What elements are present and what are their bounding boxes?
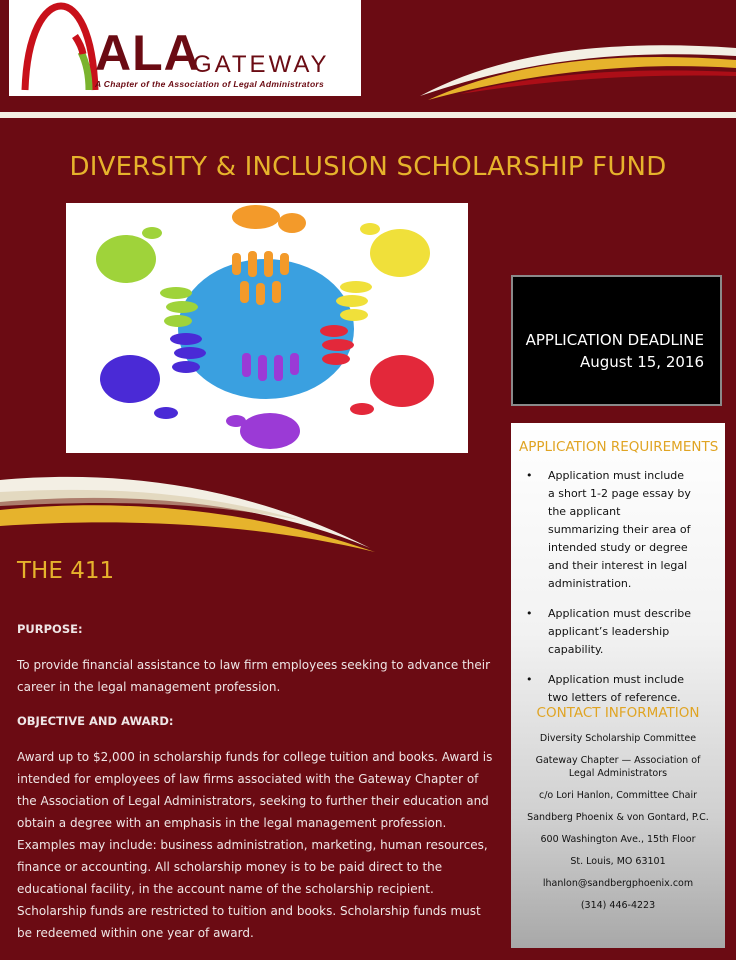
- contact-committee: Diversity Scholarship Committee: [539, 733, 697, 744]
- top-swoosh-decoration: [420, 38, 736, 110]
- arch-logo-icon: [19, 2, 99, 92]
- deadline-label: APPLICATION DEADLINE: [525, 331, 704, 349]
- deadline-date: August 15, 2016: [579, 353, 704, 371]
- logo: [9, 0, 361, 96]
- requirement-text: Application must include two letters of reference.: [548, 673, 685, 704]
- requirements-title: APPLICATION REQUIREMENTS: [519, 439, 719, 455]
- contact-lines: [511, 732, 725, 921]
- section-heading: THE 411: [17, 558, 115, 584]
- top-divider: [0, 112, 736, 118]
- purpose-text: To provide financial assistance to law firm employees seeking to advance their career in the legal management profession.: [17, 658, 491, 694]
- requirements-sidebar: [511, 423, 725, 948]
- bullet-icon: •: [526, 673, 533, 686]
- logo-tagline: A Chapter of the Association of Legal Administrators: [95, 79, 325, 89]
- logo-ala-text: ALA: [95, 25, 201, 81]
- objective-label: OBJECTIVE AND AWARD:: [17, 714, 174, 728]
- logo-gateway-text: GATEWAY: [193, 51, 330, 78]
- list-item: [511, 671, 693, 707]
- middle-swoosh-decoration: [0, 462, 380, 554]
- objective-text: Award up to $2,000 in scholarship funds for college tuition and books. Award is intended for employees of law firms associated with the Gateway Chapter of the Association of Legal Administrators, seeking to further their education and obtain a degree with an emphasis in the legal management profession. Examples may include: business administration, marketing, human resources, finance or accounting. All scholarship money is to be paid direct to the educational facility, in the account name of the scholarship recipient. Scholarship funds are restricted to tuition and books. Scholarship funds must be redeemed within one year of award.: [17, 750, 493, 940]
- contact-street: 600 Washington Ave., 15th Floor: [540, 834, 696, 845]
- handprints-around-globe-icon: [66, 203, 468, 453]
- contact-title: CONTACT INFORMATION: [536, 705, 700, 721]
- requirements-list: [511, 467, 693, 719]
- page-title: DIVERSITY & INCLUSION SCHOLARSHIP FUND: [69, 152, 667, 182]
- contact-city: St. Louis, MO 63101: [570, 856, 666, 867]
- list-item: [511, 467, 693, 593]
- contact-phone: (314) 446-4223: [580, 900, 656, 911]
- bullet-icon: •: [526, 607, 533, 620]
- purpose-label: PURPOSE:: [17, 622, 83, 636]
- deadline-box: [511, 275, 722, 406]
- bullet-icon: •: [526, 469, 533, 482]
- contact-email[interactable]: lhanlon@sandbergphoenix.com: [542, 878, 694, 889]
- hero-image: [66, 203, 468, 453]
- list-item: [511, 605, 693, 659]
- requirement-text: Application must describe applicant’s leadership capability.: [548, 607, 692, 656]
- contact-firm: Sandberg Phoenix & von Gontard, P.C.: [527, 812, 709, 823]
- contact-chair: c/o Lori Hanlon, Committee Chair: [538, 790, 698, 801]
- requirement-text: Application must include a short 1-2 page essay by the applicant summarizing their area of intended study or degree and their interest in legal administration.: [548, 469, 691, 590]
- contact-chapter: Gateway Chapter — Association of Legal Administrators: [535, 755, 701, 779]
